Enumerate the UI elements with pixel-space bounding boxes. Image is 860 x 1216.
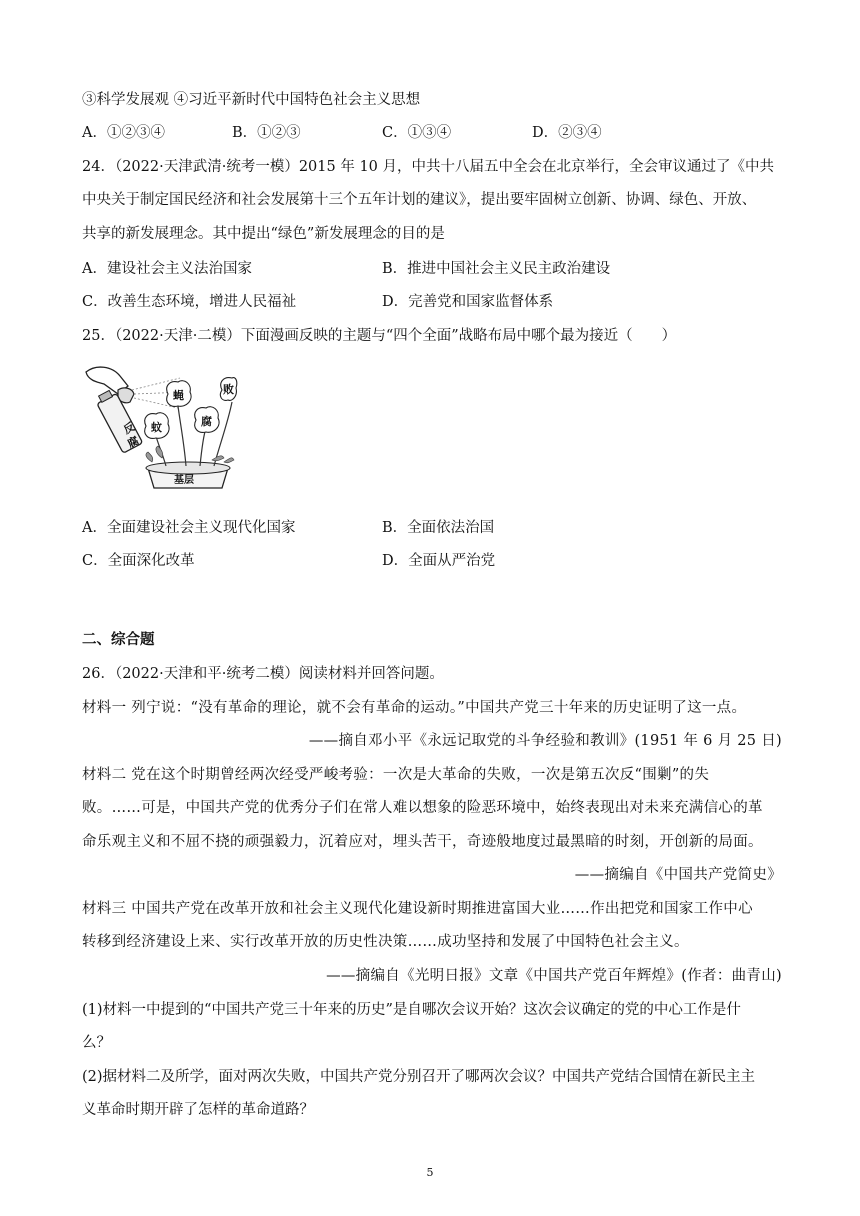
page-number: 5 xyxy=(426,1166,434,1179)
q24-option-d: D．完善党和国家监督体系 xyxy=(382,294,554,310)
material-2-line-2: 败。……可是，中国共产党的优秀分子们在常人难以想象的险恶环境中，始终表现出对未来充满信心的革 xyxy=(82,800,763,816)
bubble-label-4: 败 xyxy=(223,383,234,396)
q23-option-d: D．②③④ xyxy=(532,125,602,141)
q26-stem: 26．（2022·天津和平·统考二模）阅读材料并回答问题。 xyxy=(82,666,444,682)
q25-option-d: D．全面从严治党 xyxy=(382,553,496,569)
material-2-line-3: 命乐观主义和不屈不挠的顽强毅力，沉着应对，埋头苦干，奇迹般地度过最黑暗的时刻，开创新的局面。 xyxy=(82,834,763,850)
q25-stem: 25．（2022·天津·二模）下面漫画反映的主题与“四个全面”战略布局中哪个最为接近（ ） xyxy=(82,328,677,344)
q24-stem-line-2: 中央关于制定国民经济和社会发展第十三个五年计划的建议》，提出要牢固树立创新、协调、绿色、开放、 xyxy=(82,192,757,208)
pot-label: 基层 xyxy=(174,475,194,486)
q23-option-b: B．①②③ xyxy=(232,125,301,141)
material-3-line-1: 材料三 中国共产党在改革开放和社会主义现代化建设新时期推进富国大业……作出把党和国家工作中心 xyxy=(82,901,753,917)
material-2-line-1: 材料二 党在这个时期曾经两次经受严峻考验：一次是大革命的失败，一次是第五次反“围剿”的失 xyxy=(82,767,710,783)
bubble-label-3: 腐 xyxy=(201,415,212,428)
material-3-source: ——摘编自《光明日报》文章《中国共产党百年辉煌》(作者：曲青山) xyxy=(326,968,782,984)
material-1: 材料一 列宁说：“没有革命的理论，就不会有革命的运动。”中国共产党三十年来的历史证明了这一点。 xyxy=(82,700,747,716)
section-heading: 二、综合题 xyxy=(82,631,155,648)
q25-option-b: B．全面依法治国 xyxy=(382,520,495,536)
bubble-label-1: 蚊 xyxy=(151,421,162,434)
material-3-line-2: 转移到经济建设上来、实行改革开放的历史性决策……成功坚持和发展了中国特色社会主义。 xyxy=(82,934,689,950)
q24-option-a: A．建设社会主义法治国家 xyxy=(82,261,252,277)
q25-option-c: C．全面深化改革 xyxy=(82,553,195,569)
q23-option-c: C．①③④ xyxy=(382,125,452,141)
can-label-char-2: 腐 xyxy=(125,434,142,451)
sub-question-1-line-1: (1)材料一中提到的“中国共产党三十年来的历史”是自哪次会议开始？这次会议确定的党的中心工作是什 xyxy=(82,1002,741,1018)
q23-continuation: ③科学发展观 ④习近平新时代中国特色社会主义思想 xyxy=(82,92,421,108)
material-1-source: ——摘自邓小平《永远记取党的斗争经验和教训》(1951 年 6 月 25 日) xyxy=(308,733,782,749)
sub-question-1-line-2: 么？ xyxy=(82,1035,111,1051)
pot-rim xyxy=(146,462,230,474)
q24-stem-line-3: 共享的新发展理念。其中提出“绿色”新发展理念的目的是 xyxy=(82,226,445,242)
q24-stem-line-1: 24．（2022·天津武清·统考一模）2015 年 10 月，中共十八届五中全会在北京举行，全会审议通过了《中共 xyxy=(82,159,774,175)
material-2-source: ——摘编自《中国共产党简史》 xyxy=(574,867,782,883)
q25-option-a: A．全面建设社会主义现代化国家 xyxy=(82,520,296,536)
bubble-label-2: 蝇 xyxy=(173,389,184,402)
q23-option-a: A．①②③④ xyxy=(82,125,165,141)
plant-leaves xyxy=(146,446,234,463)
sub-question-2-line-2: 义革命时期开辟了怎样的革命道路？ xyxy=(82,1102,314,1118)
can-label-char-1: 反 xyxy=(121,420,138,437)
sub-question-2-line-1: (2)据材料二及所学，面对两次失败，中国共产党分别召开了哪两次会议？中国共产党结合国情在新民主主 xyxy=(82,1069,756,1085)
anti-corruption-cartoon xyxy=(82,362,238,494)
q24-option-c: C．改善生态环境，增进人民福祉 xyxy=(82,294,297,310)
q24-option-b: B．推进中国社会主义民主政治建设 xyxy=(382,261,611,277)
